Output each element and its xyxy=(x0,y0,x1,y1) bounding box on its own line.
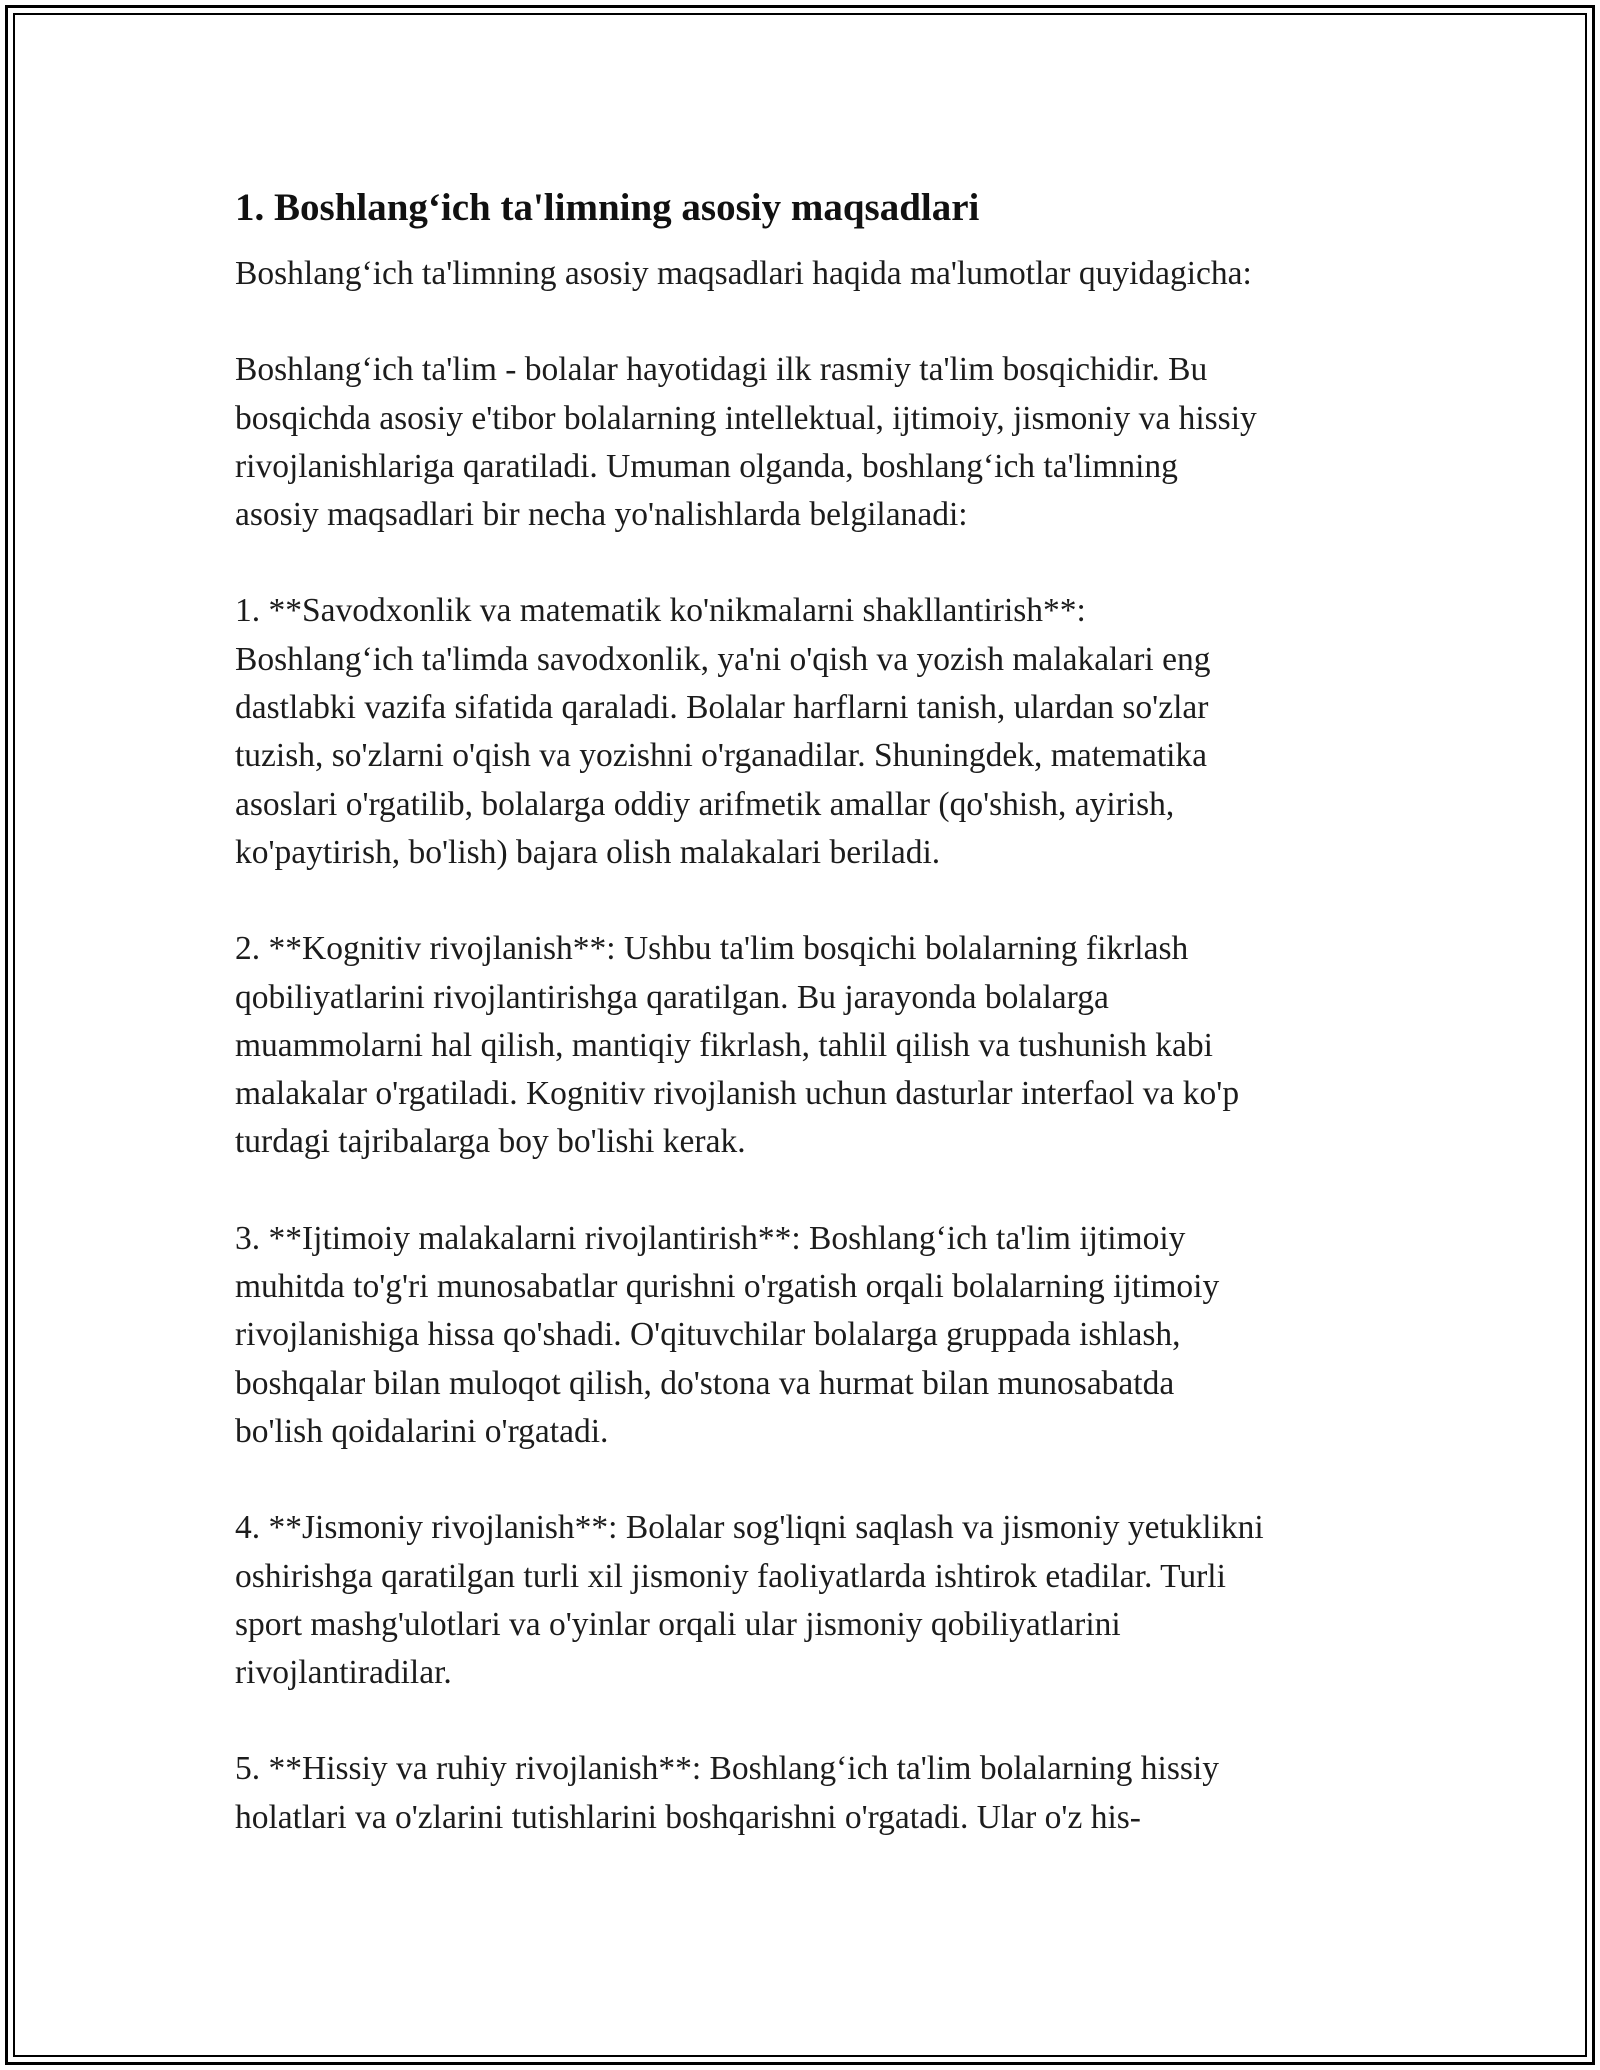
text-line: bo'lish qoidalarini o'rgatadi. xyxy=(235,1412,609,1450)
list-item-literacy xyxy=(235,587,1365,877)
text-line: 4. **Jismoniy rivojlanish**: Bolalar sog'liqni saqlash va jismoniy yetuklikni xyxy=(235,1509,1264,1547)
text-line: Boshlang‘ich ta'limning asosiy maqsadlari haqida ma'lumotlar quyidagicha: xyxy=(235,255,1252,292)
overview-paragraph xyxy=(235,346,1365,539)
text-line: turdagi tajribalarga boy bo'lishi kerak. xyxy=(235,1123,746,1161)
text-line: 3. **Ijtimoiy malakalarni rivojlantirish**: Boshlang‘ich ta'lim ijtimoiy xyxy=(235,1219,1186,1257)
text-line: tuzish, so'zlarni o'qish va yozishni o'rganadilar. Shuningdek, matematika xyxy=(235,737,1208,775)
list-item-social xyxy=(235,1215,1365,1456)
text-line: ko'paytirish, bo'lish) bajara olish malakalari beriladi. xyxy=(235,833,941,871)
text-line: Boshlang‘ich ta'limda savodxonlik, ya'ni o'qish va yozish malakalari eng xyxy=(235,640,1211,678)
text-line: Boshlang‘ich ta'lim - bolalar hayotidagi ilk rasmiy ta'lim bosqichidir. Bu xyxy=(235,351,1208,389)
text-line: boshqalar bilan muloqot qilish, do'stona va hurmat bilan munosabatda xyxy=(235,1364,1175,1402)
text-line: dastlabki vazifa sifatida qaraladi. Bolalar harflarni tanish, ulardan so'zlar xyxy=(235,689,1209,727)
text-line: asoslari o'rgatilib, bolalarga oddiy arifmetik amallar (qo'shish, ayirish, xyxy=(235,785,1175,823)
text-line: rivojlanishlariga qaratiladi. Umuman olganda, boshlang‘ich ta'limning xyxy=(235,447,1178,485)
text-line: rivojlantiradilar. xyxy=(235,1654,452,1692)
intro-paragraph xyxy=(235,250,1365,298)
text-line: 5. **Hissiy va ruhiy rivojlanish**: Boshlang‘ich ta'lim bolalarning hissiy xyxy=(235,1750,1219,1788)
text-line: rivojlanishiga hissa qo'shadi. O'qituvchilar bolalarga gruppada ishlash, xyxy=(235,1316,1181,1354)
text-line: sport mashg'ulotlari va o'yinlar orqali ular jismoniy qobiliyatlarini xyxy=(235,1605,1121,1643)
text-line: bosqichda asosiy e'tibor bolalarning intellektual, ijtimoiy, jismoniy va hissiy xyxy=(235,399,1257,437)
text-line: muammolarni hal qilish, mantiqiy fikrlash, tahlil qilish va tushunish kabi xyxy=(235,1026,1213,1064)
text-line: holatlari va o'zlarini tutishlarini boshqarishni o'rgatadi. Ular o'z his- xyxy=(235,1798,1141,1836)
list-item-cognitive xyxy=(235,925,1365,1166)
document-page xyxy=(235,180,1365,1890)
text-line: asosiy maqsadlari bir necha yo'nalishlarda belgilanadi: xyxy=(235,496,968,534)
list-item-emotional xyxy=(235,1745,1365,1842)
text-line: qobiliyatlarini rivojlantirishga qaratilgan. Bu jarayonda bolalarga xyxy=(235,978,1109,1016)
section-title: 1. Boshlang‘ich ta'limning asosiy maqsadlari xyxy=(235,186,980,229)
text-line: 2. **Kognitiv rivojlanish**: Ushbu ta'lim bosqichi bolalarning fikrlash xyxy=(235,930,1189,968)
text-line: oshirishga qaratilgan turli xil jismoniy faoliyatlarda ishtirok etadilar. Turli xyxy=(235,1557,1226,1595)
text-line: malakalar o'rgatiladi. Kognitiv rivojlanish uchun dasturlar interfaol va ko'p xyxy=(235,1075,1240,1113)
text-line: muhitda to'g'ri munosabatlar qurishni o'rgatish orqali bolalarning ijtimoiy xyxy=(235,1268,1220,1306)
text-line: 1. **Savodxonlik va matematik ko'nikmalarni shakllantirish**: xyxy=(235,592,1086,630)
list-item-physical xyxy=(235,1504,1365,1697)
